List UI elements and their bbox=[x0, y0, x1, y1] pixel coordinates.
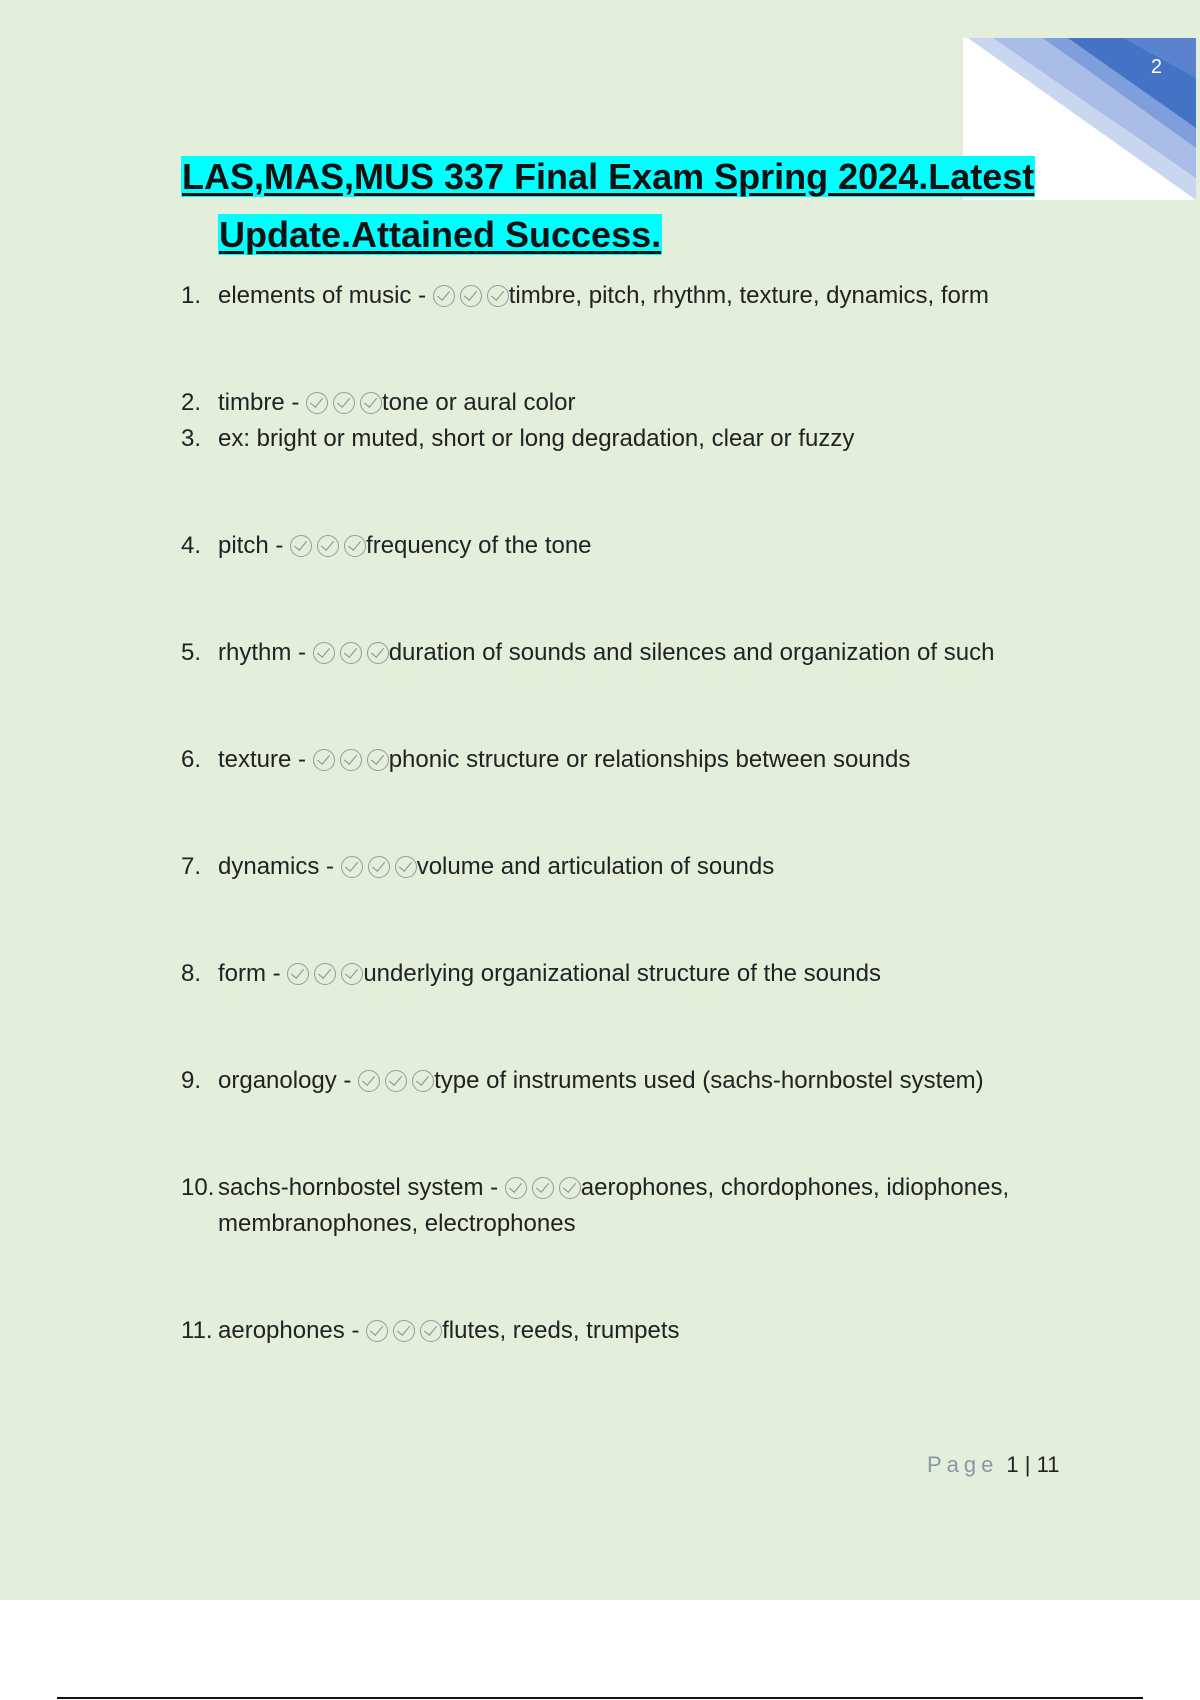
check-circle-icon bbox=[306, 392, 328, 414]
check-circle-icon bbox=[290, 535, 312, 557]
list-item bbox=[181, 528, 1081, 564]
item-definition: volume and articulation of sounds bbox=[416, 853, 775, 880]
list-item bbox=[181, 1313, 1081, 1349]
check-circle-icon bbox=[344, 535, 366, 557]
item-term: elements of music - bbox=[218, 282, 433, 309]
check-circle-icon bbox=[358, 1070, 380, 1092]
bottom-rule bbox=[57, 1697, 1143, 1699]
item-definition: flutes, reeds, trumpets bbox=[442, 1317, 680, 1344]
check-marks bbox=[287, 960, 363, 987]
item-number: 9. bbox=[181, 1067, 202, 1094]
check-circle-icon bbox=[368, 856, 390, 878]
item-definition: frequency of the tone bbox=[366, 532, 592, 559]
item-term: organology - bbox=[218, 1067, 359, 1094]
item-term: sachs-hornbostel system - bbox=[218, 1174, 505, 1201]
footer-total-pages: 11 bbox=[1036, 1452, 1060, 1477]
check-circle-icon bbox=[385, 1070, 407, 1092]
check-circle-icon bbox=[366, 1320, 388, 1342]
check-circle-icon bbox=[367, 749, 389, 771]
item-term: aerophones - bbox=[218, 1317, 367, 1344]
item-number: 2. bbox=[181, 389, 202, 416]
check-marks bbox=[366, 1317, 442, 1344]
check-marks bbox=[306, 389, 382, 416]
footer-separator: | bbox=[1024, 1452, 1031, 1477]
check-circle-icon bbox=[487, 285, 509, 307]
title-line-1: LAS,MAS,MUS 337 Final Exam Spring 2024.Latest bbox=[182, 156, 1035, 197]
footer-page-label: Page bbox=[927, 1452, 999, 1477]
item-term: texture - bbox=[218, 746, 313, 773]
list-item bbox=[181, 385, 1081, 421]
check-circle-icon bbox=[341, 963, 363, 985]
check-circle-icon bbox=[313, 749, 335, 771]
item-term: timbre - bbox=[218, 389, 307, 416]
item-number: 3. bbox=[181, 425, 202, 452]
check-circle-icon bbox=[412, 1070, 434, 1092]
list-item bbox=[181, 849, 1081, 885]
item-term: form - bbox=[218, 960, 288, 987]
item-number: 11. bbox=[181, 1317, 213, 1344]
check-circle-icon bbox=[341, 856, 363, 878]
item-definition: timbre, pitch, rhythm, texture, dynamics, form bbox=[508, 282, 989, 309]
check-marks bbox=[290, 532, 366, 559]
item-term: dynamics - bbox=[218, 853, 341, 880]
item-definition: duration of sounds and silences and organization of such bbox=[388, 639, 995, 666]
check-circle-icon bbox=[313, 642, 335, 664]
item-number: 7. bbox=[181, 853, 202, 880]
check-marks bbox=[313, 639, 389, 666]
title-line-2: Update.Attained Success. bbox=[219, 214, 662, 255]
item-term: rhythm - bbox=[218, 639, 313, 666]
check-circle-icon bbox=[340, 749, 362, 771]
check-circle-icon bbox=[532, 1177, 554, 1199]
check-circle-icon bbox=[559, 1177, 581, 1199]
list-item bbox=[181, 742, 1081, 778]
document-title bbox=[181, 148, 1121, 264]
check-circle-icon bbox=[420, 1320, 442, 1342]
check-circle-icon bbox=[395, 856, 417, 878]
item-number: 5. bbox=[181, 639, 202, 666]
item-term: pitch - bbox=[218, 532, 291, 559]
item-number: 8. bbox=[181, 960, 202, 987]
list-item bbox=[181, 278, 1081, 314]
check-circle-icon bbox=[433, 285, 455, 307]
item-definition-continued: membranophones, electrophones bbox=[218, 1210, 576, 1237]
check-marks bbox=[313, 746, 389, 773]
check-circle-icon bbox=[393, 1320, 415, 1342]
list-item bbox=[181, 1063, 1081, 1099]
check-circle-icon bbox=[317, 535, 339, 557]
check-marks bbox=[505, 1174, 581, 1201]
item-number: 4. bbox=[181, 532, 202, 559]
check-circle-icon bbox=[505, 1177, 527, 1199]
item-number: 10. bbox=[181, 1174, 215, 1201]
check-circle-icon bbox=[314, 963, 336, 985]
list-item bbox=[181, 635, 1081, 671]
check-marks bbox=[341, 853, 417, 880]
list-item bbox=[181, 1170, 1081, 1242]
item-definition: underlying organizational structure of the sounds bbox=[363, 960, 881, 987]
list-item bbox=[181, 956, 1081, 992]
check-marks bbox=[433, 282, 509, 309]
check-circle-icon bbox=[340, 642, 362, 664]
check-circle-icon bbox=[360, 392, 382, 414]
check-circle-icon bbox=[460, 285, 482, 307]
item-definition: phonic structure or relationships between sounds bbox=[388, 746, 911, 773]
check-marks bbox=[358, 1067, 434, 1094]
page-footer bbox=[927, 1452, 1059, 1478]
item-definition: type of instruments used (sachs-hornbostel system) bbox=[434, 1067, 984, 1094]
check-circle-icon bbox=[287, 963, 309, 985]
list-item bbox=[181, 421, 1081, 457]
item-number: 1. bbox=[181, 282, 202, 309]
item-number: 6. bbox=[181, 746, 202, 773]
check-circle-icon bbox=[333, 392, 355, 414]
footer-current-page: 1 bbox=[1006, 1452, 1019, 1477]
item-text: ex: bright or muted, short or long degradation, clear or fuzzy bbox=[218, 425, 855, 452]
corner-page-number: 2 bbox=[1150, 56, 1162, 78]
item-definition: aerophones, chordophones, idiophones, bbox=[580, 1174, 1010, 1201]
item-definition: tone or aural color bbox=[382, 389, 576, 416]
check-circle-icon bbox=[367, 642, 389, 664]
